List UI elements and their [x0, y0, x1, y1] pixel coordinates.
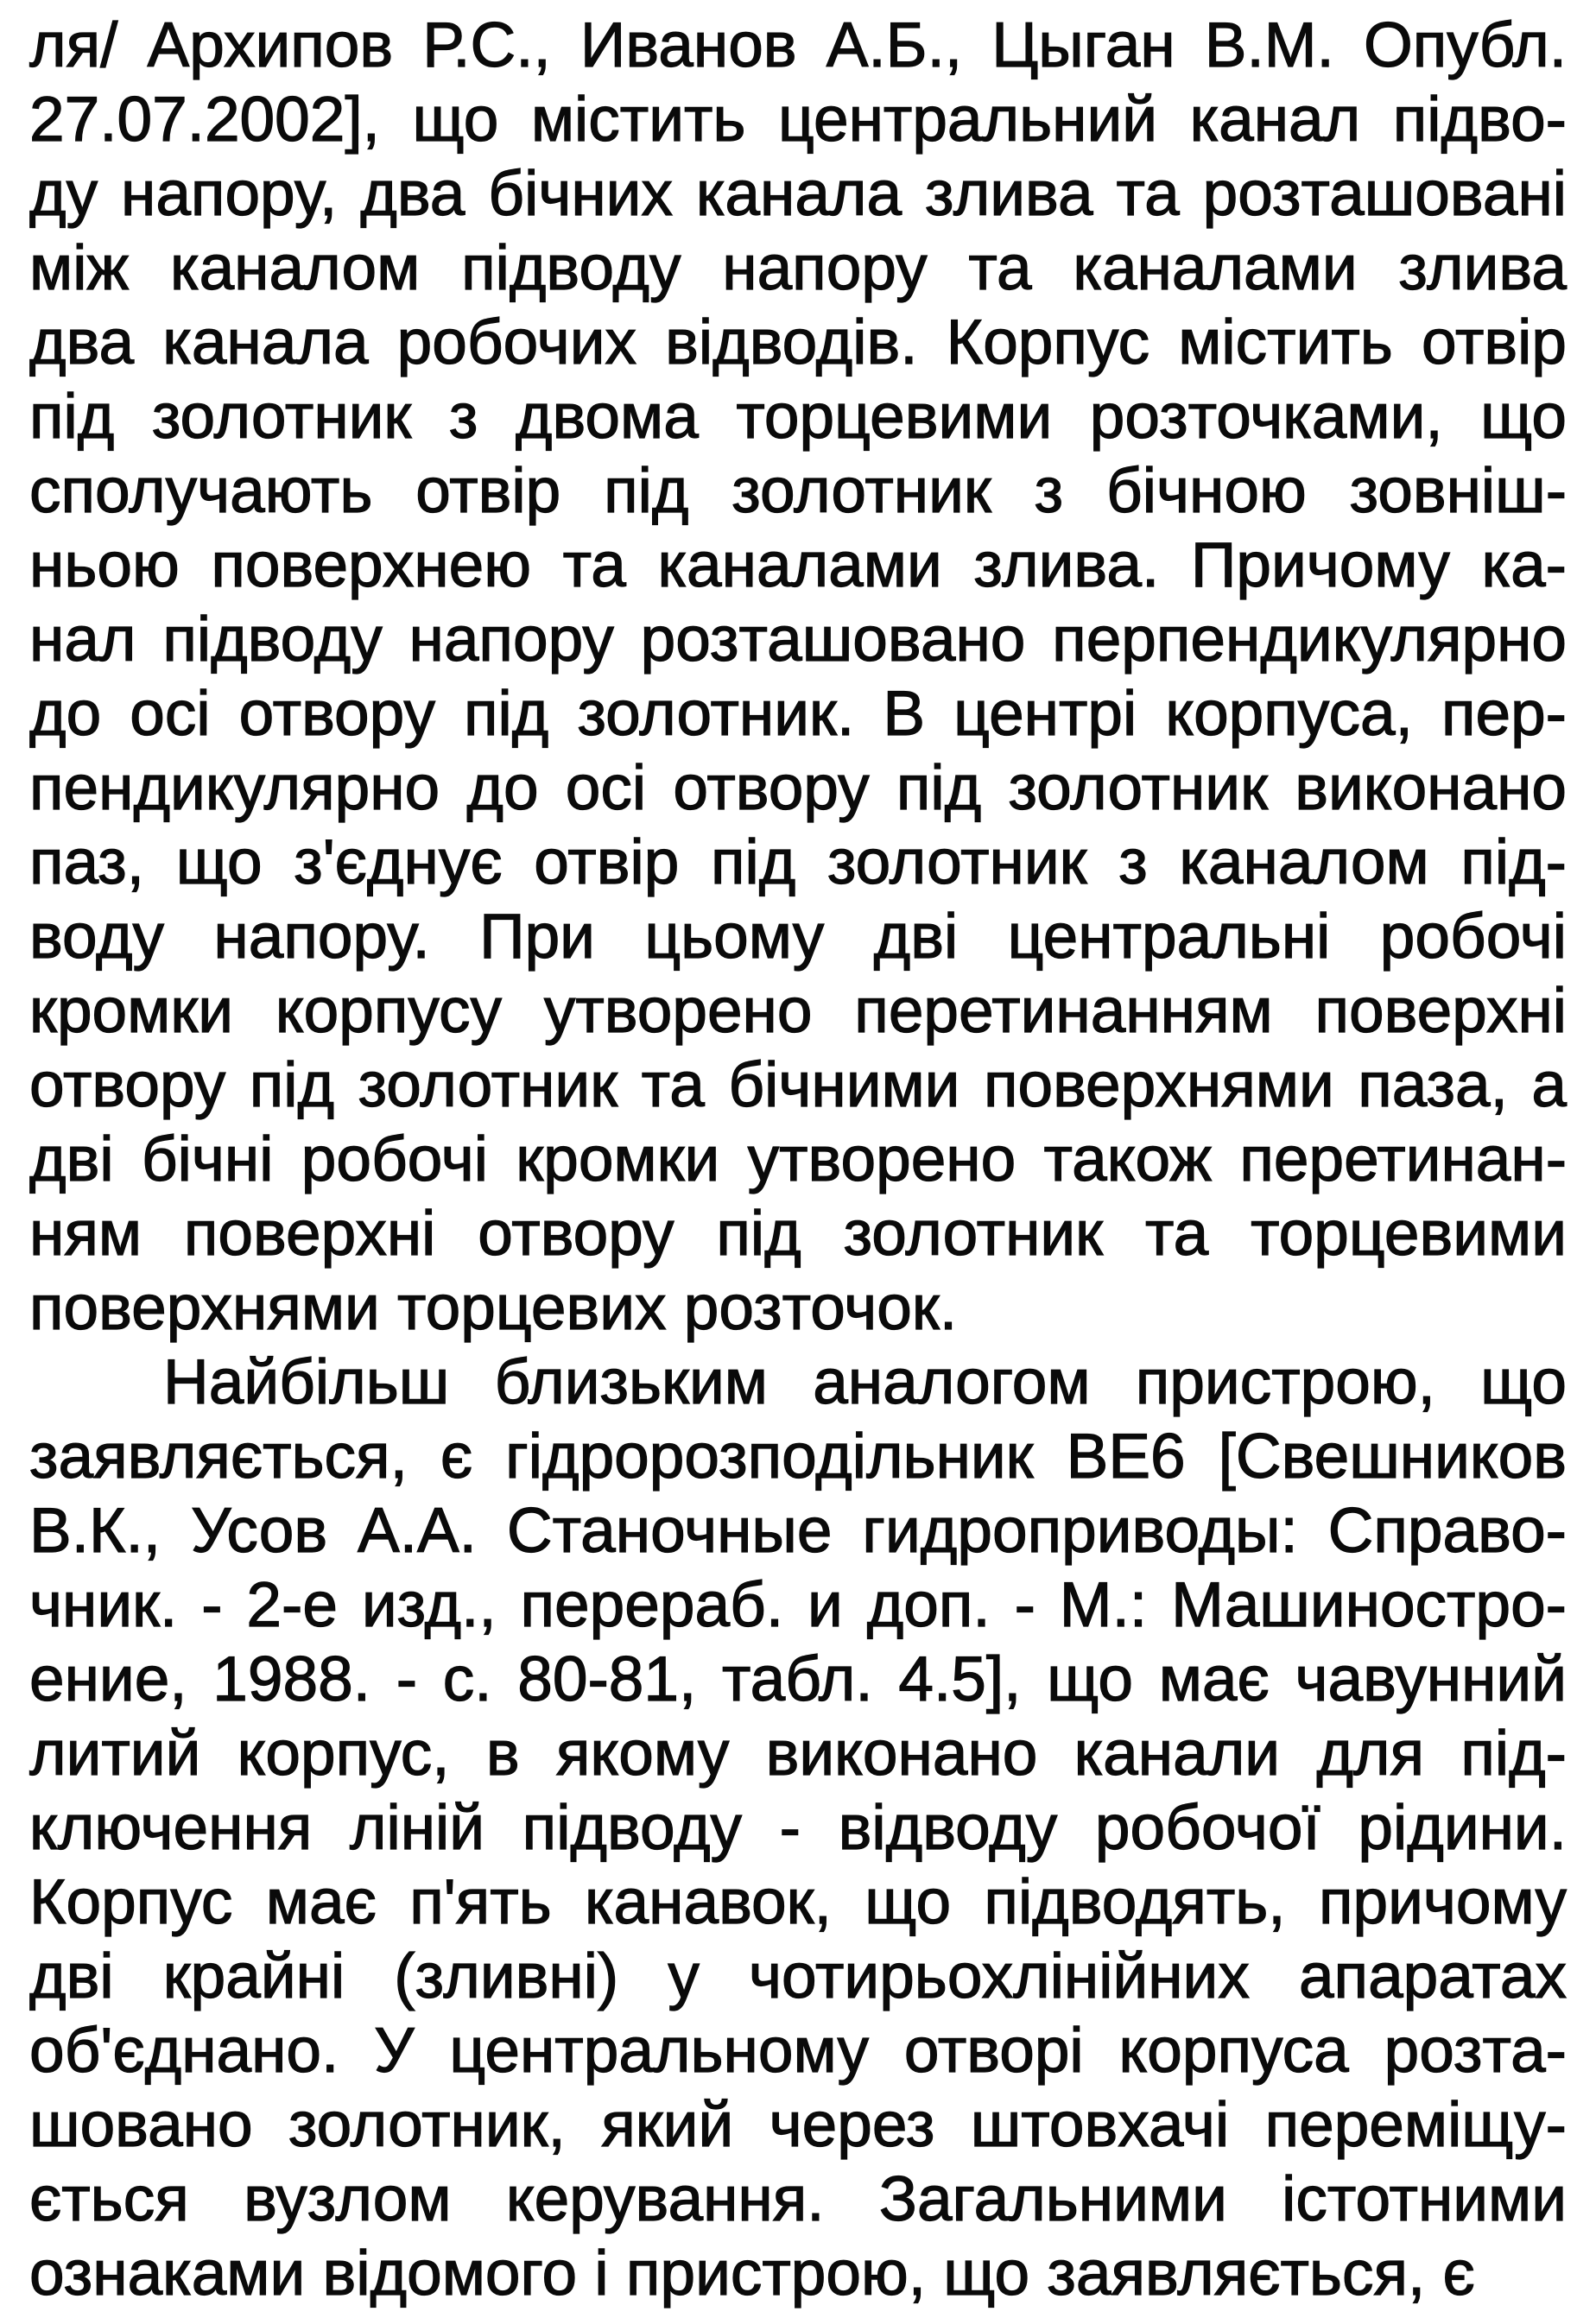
- text-line: шовано золотник, який через штовхачі переміщу-: [29, 2090, 1567, 2160]
- text-line: ду напору, два бічних канала злива та розташовані: [29, 159, 1567, 229]
- text-line: паз, що з'єднує отвір під золотник з каналом під-: [29, 827, 1567, 897]
- text-line: отвору під золотник та бічними поверхнями паза, а: [29, 1050, 1567, 1120]
- text-line: ключення ліній підводу - відводу робочої рідини.: [29, 1793, 1567, 1863]
- text-line: ение, 1988. - с. 80-81, табл. 4.5], що має чавунний: [29, 1644, 1567, 1714]
- text-line: поверхнями торцевих розточок.: [29, 1273, 958, 1343]
- text-line: між каналом підводу напору та каналами злива: [29, 233, 1567, 303]
- text-line: пендикулярно до осі отвору під золотник виконано: [29, 753, 1567, 823]
- text-line: нал підводу напору розташовано перпендикулярно: [29, 605, 1567, 674]
- text-line: ється вузлом керування. Загальними істотними: [29, 2164, 1567, 2234]
- paragraph: [29, 1346, 1567, 2311]
- paragraph: [29, 9, 1567, 1346]
- text-line: до осі отвору під золотник. В центрі корпуса, пер-: [29, 679, 1567, 749]
- text-line: Корпус має п'ять канавок, що підводять, причому: [29, 1867, 1567, 1937]
- text-line: під золотник з двома торцевими розточками, що: [29, 382, 1567, 452]
- text-line: ньою поверхнею та каналами злива. Причому ка-: [29, 530, 1567, 600]
- document-page: [29, 9, 1567, 2311]
- text-line: 27.07.2002], що містить центральний канал підво-: [29, 85, 1567, 155]
- text-line: кромки корпусу утворено перетинанням поверхні: [29, 976, 1567, 1046]
- text-line: воду напору. При цьому дві центральні робочі: [29, 902, 1567, 972]
- text-line: заявляється, є гідророзподільник ВЕ6 [Свешников: [29, 1422, 1567, 1492]
- text-line: чник. - 2-е изд., перераб. и доп. - М.: Машиностро-: [29, 1570, 1567, 1640]
- text-line: ням поверхні отвору під золотник та торцевими: [29, 1199, 1567, 1269]
- text-line: В.К., Усов А.А. Станочные гидроприводы: Справо-: [29, 1496, 1567, 1566]
- text-line: дві крайні (зливні) у чотирьохлінійних апаратах: [29, 1941, 1567, 2011]
- text-line: ля/ Архипов Р.С., Иванов А.Б., Цыган В.М. Опубл.: [29, 10, 1567, 80]
- text-line: дві бічні робочі кромки утворено також перетинан-: [29, 1124, 1567, 1194]
- text-line: сполучають отвір під золотник з бічною зовніш-: [29, 456, 1567, 526]
- text-line: литий корпус, в якому виконано канали для під-: [29, 1719, 1567, 1789]
- text-line: об'єднано. У центральному отворі корпуса розта-: [29, 2016, 1567, 2086]
- text-line: Найбільш близьким аналогом пристрою, що: [163, 1347, 1567, 1417]
- text-line: ознаками відомого і пристрою, що заявляється, є: [29, 2239, 1475, 2308]
- text-line: два канала робочих відводів. Корпус містить отвір: [29, 307, 1567, 377]
